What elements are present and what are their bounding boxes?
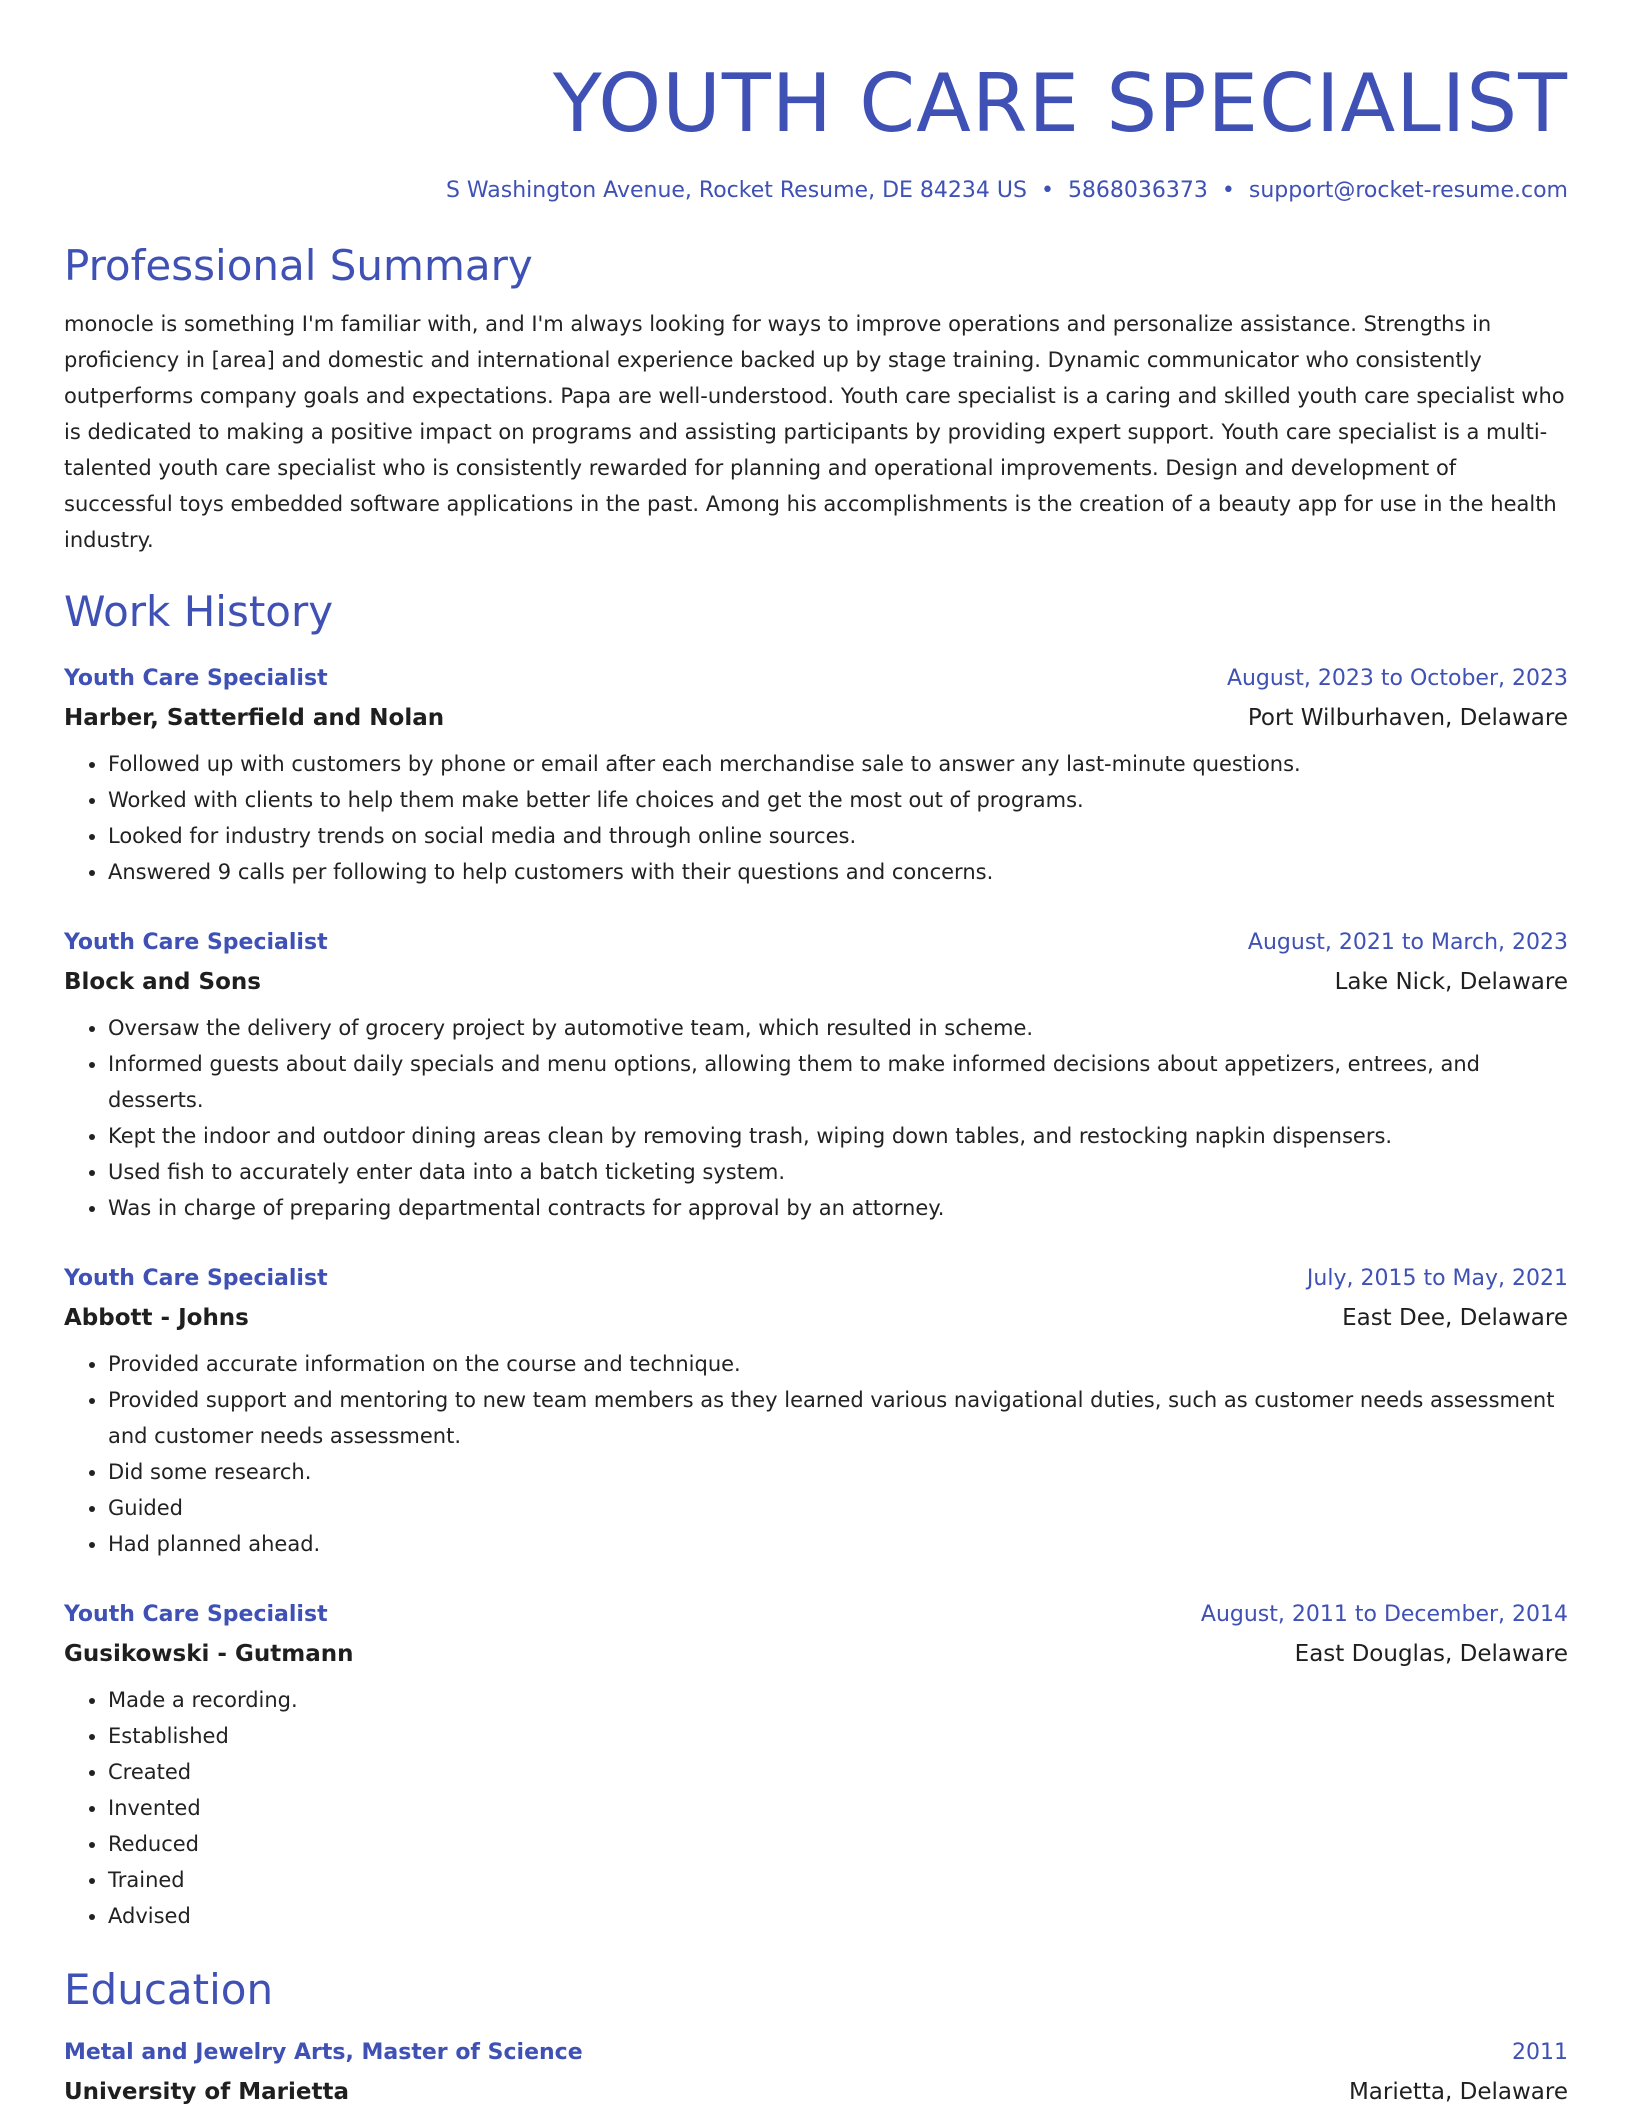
contact-line — [64, 176, 1568, 206]
job-duties — [64, 1682, 1568, 1934]
school-name: University of Marietta — [64, 2079, 349, 2105]
job-title: Youth Care Specialist — [64, 930, 328, 955]
job-title: Youth Care Specialist — [64, 1602, 328, 1627]
job-title: Youth Care Specialist — [64, 666, 328, 691]
company-name: Block and Sons — [64, 969, 261, 995]
separator: • — [1040, 178, 1054, 203]
duty-item: • Did some research. — [108, 1454, 1568, 1490]
phone: 5868036373 — [1067, 178, 1208, 203]
job-entry — [64, 1260, 1568, 1562]
duty-item: • Looked for industry trends on social media and through online sources. — [108, 818, 1568, 854]
company-name: Harber, Satterfield and Nolan — [64, 705, 445, 731]
duty-item: • Reduced — [108, 1826, 1568, 1862]
job-location: Lake Nick, Delaware — [1334, 969, 1568, 995]
duty-item: • Oversaw the delivery of grocery project by automotive team, which resulted in scheme. — [108, 1010, 1568, 1046]
email: support@rocket-resume.com — [1248, 178, 1568, 203]
job-duties — [64, 1346, 1568, 1562]
duty-item: • Advised — [108, 1898, 1568, 1934]
separator: • — [1221, 178, 1235, 203]
job-entry — [64, 1596, 1568, 1934]
duty-item: • Followed up with customers by phone or email after each merchandise sale to answer any last-minute questions. — [108, 746, 1568, 782]
job-entry — [64, 660, 1568, 890]
address: S Washington Avenue, Rocket Resume, DE 84234 US — [445, 178, 1027, 203]
job-dates: August, 2011 to December, 2014 — [1200, 1602, 1568, 1627]
company-name: Gusikowski - Gutmann — [64, 1641, 354, 1667]
work-history-list — [64, 660, 1568, 1934]
summary-heading: Professional Summary — [64, 241, 533, 290]
duty-item: • Worked with clients to help them make better life choices and get the most out of programs. — [108, 782, 1568, 818]
duty-item: • Made a recording. — [108, 1682, 1568, 1718]
candidate-name: YOUTH CARE SPECIALIST — [552, 57, 1568, 150]
school-location: Marietta, Delaware — [1348, 2079, 1568, 2105]
duty-item: • Had planned ahead. — [108, 1526, 1568, 1562]
duty-item: • Provided support and mentoring to new team members as they learned various navigational duties, such as customer needs assessment and customer needs assessment. — [108, 1382, 1568, 1454]
job-dates: August, 2023 to October, 2023 — [1226, 666, 1568, 691]
duty-item: • Answered 9 calls per following to help customers with their questions and concerns. — [108, 854, 1568, 890]
duty-item: • Trained — [108, 1862, 1568, 1898]
education-entry — [64, 2034, 1568, 2112]
job-location: Port Wilburhaven, Delaware — [1247, 705, 1568, 731]
duty-item: • Informed guests about daily specials and menu options, allowing them to make informed decisions about appetizers, entrees, and desserts. — [108, 1046, 1568, 1118]
job-entry — [64, 924, 1568, 1226]
duty-item: • Invented — [108, 1790, 1568, 1826]
resume-header — [64, 0, 1568, 206]
work-history-heading: Work History — [64, 587, 334, 636]
job-duties — [64, 1010, 1568, 1226]
duty-item: • Provided accurate information on the course and technique. — [108, 1346, 1568, 1382]
job-title: Youth Care Specialist — [64, 1266, 328, 1291]
duty-item: • Guided — [108, 1490, 1568, 1526]
degree: Metal and Jewelry Arts, Master of Science — [64, 2040, 583, 2065]
job-duties — [64, 746, 1568, 890]
duty-item: • Used fish to accurately enter data into a batch ticketing system. — [108, 1154, 1568, 1190]
company-name: Abbott - Johns — [64, 1305, 249, 1331]
duty-item: • Kept the indoor and outdoor dining areas clean by removing trash, wiping down tables, and restocking napkin dispensers. — [108, 1118, 1568, 1154]
duty-item: • Was in charge of preparing departmental contracts for approval by an attorney. — [108, 1190, 1568, 1226]
job-location: East Dee, Delaware — [1342, 1305, 1568, 1331]
job-dates: August, 2021 to March, 2023 — [1247, 930, 1568, 955]
duty-item: • Established — [108, 1718, 1568, 1754]
education-heading: Education — [64, 1965, 274, 2014]
job-dates: July, 2015 to May, 2021 — [1306, 1266, 1568, 1291]
summary-text: monocle is something I'm familiar with, and I'm always looking for ways to improve operations and personalize assistance. Strengths in proficiency in [area] and domestic and international experience backed up by stage training. Dynamic communicator who consistently outperforms company goals and expectations. Papa are well-understood. Youth care specialist is a caring and skilled youth care specialist who is dedicated to making a positive impact on programs and assisting participants by providing expert support. Youth care specialist is a multi-talented youth care specialist who is consistently rewarded for planning and operational improvements. Design and development of successful toys embedded software applications in the past. Among his accomplishments is the creation of a beauty app for use in the health industry. — [64, 312, 1565, 552]
duty-item: • Created — [108, 1754, 1568, 1790]
job-location: East Douglas, Delaware — [1294, 1641, 1568, 1667]
graduation-year: 2011 — [1512, 2040, 1568, 2065]
